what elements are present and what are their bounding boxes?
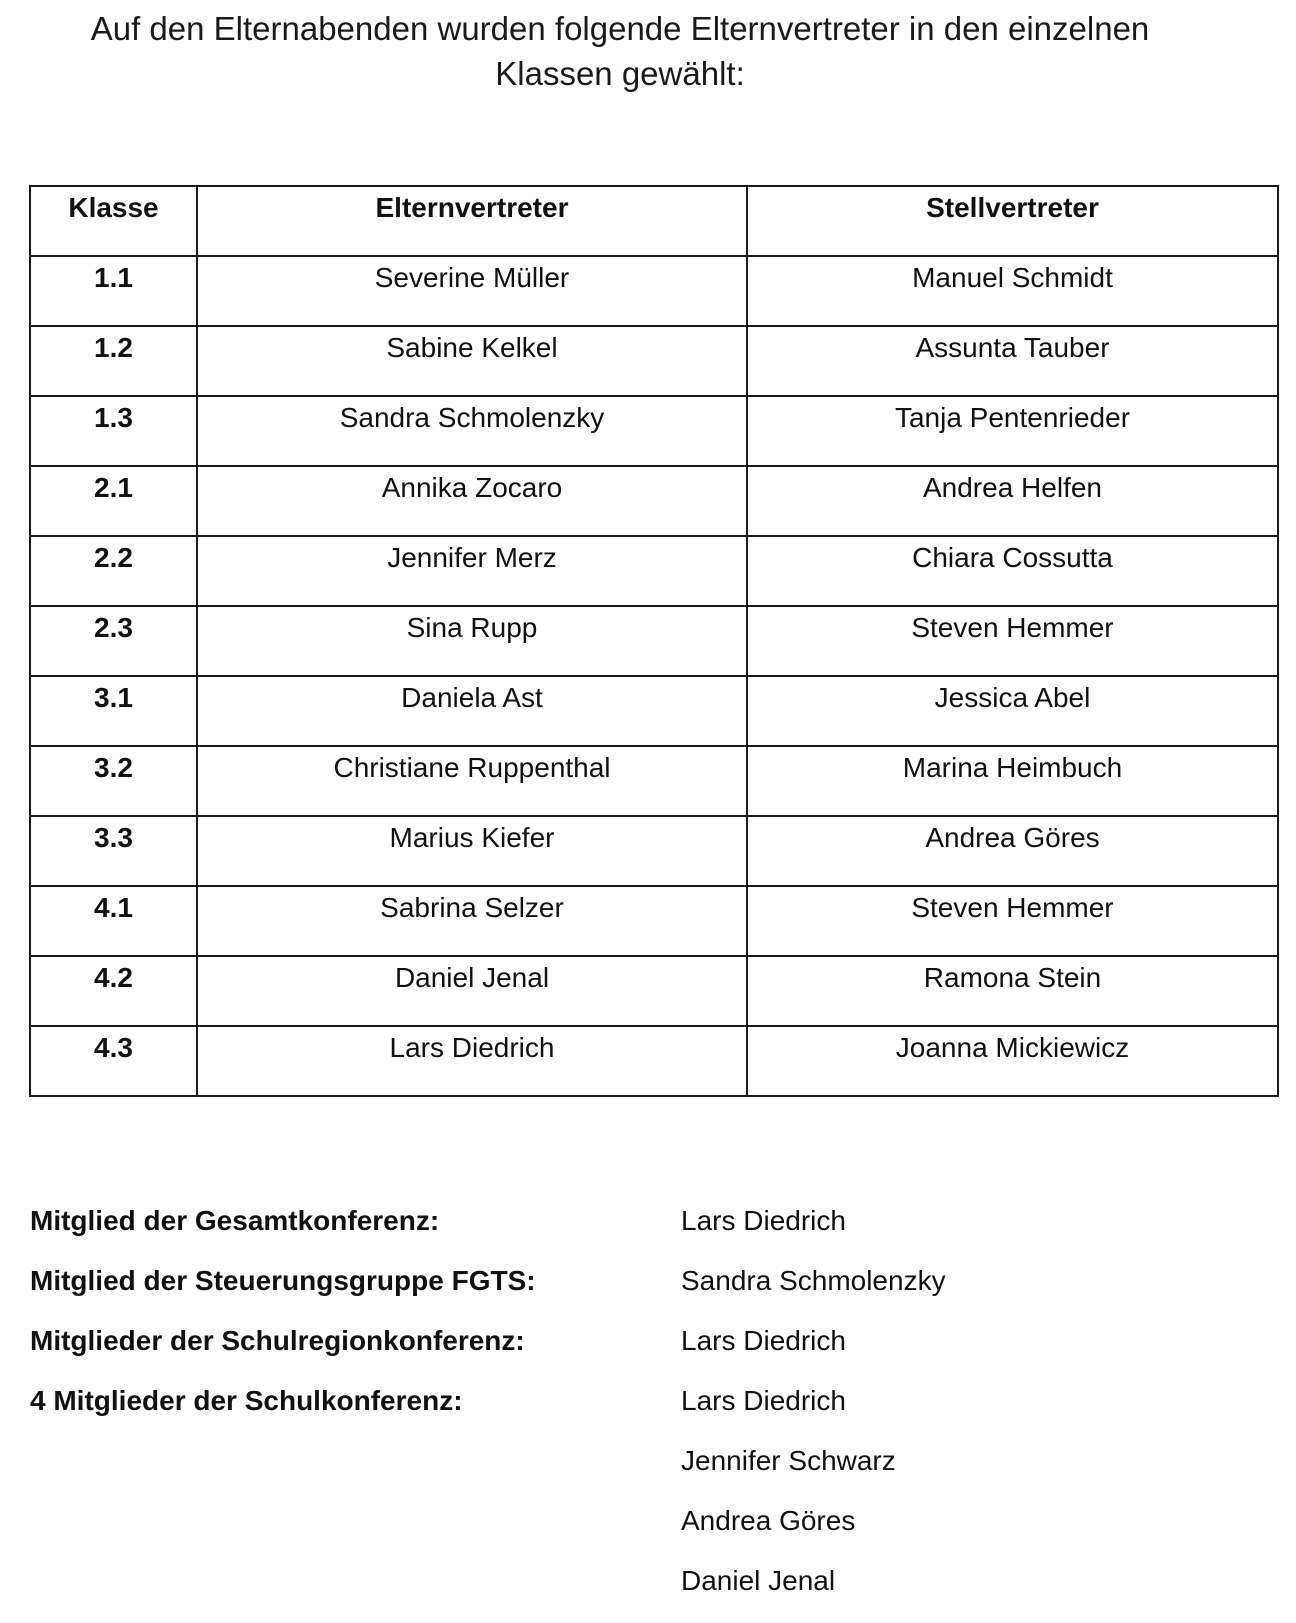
cell-stellvertreter: Marina Heimbuch	[747, 746, 1278, 816]
member-row-schulkonferenz-3	[30, 1503, 1270, 1563]
member-name: Sandra Schmolenzky	[681, 1265, 946, 1296]
cell-stellvertreter: Assunta Tauber	[747, 326, 1278, 396]
table-row	[30, 536, 1278, 606]
member-row-steuerungsgruppe	[30, 1263, 1270, 1323]
cell-elternvertreter: Sabrina Selzer	[197, 886, 747, 956]
header-elternvertreter: Elternvertreter	[197, 186, 747, 256]
member-name: Lars Diedrich	[681, 1385, 846, 1416]
cell-stellvertreter: Steven Hemmer	[747, 606, 1278, 676]
member-label: Mitglieder der Schulregionkonferenz:	[30, 1325, 525, 1356]
representatives-table	[29, 185, 1279, 1097]
cell-stellvertreter: Joanna Mickiewicz	[747, 1026, 1278, 1096]
member-name: Daniel Jenal	[681, 1565, 836, 1596]
table-row	[30, 676, 1278, 746]
table-row	[30, 326, 1278, 396]
cell-elternvertreter: Jennifer Merz	[197, 536, 747, 606]
table-row	[30, 746, 1278, 816]
cell-klasse: 2.2	[30, 536, 197, 606]
cell-elternvertreter: Annika Zocaro	[197, 466, 747, 536]
cell-elternvertreter: Lars Diedrich	[197, 1026, 747, 1096]
table-row	[30, 816, 1278, 886]
cell-elternvertreter: Sina Rupp	[197, 606, 747, 676]
cell-klasse: 4.3	[30, 1026, 197, 1096]
member-name: Lars Diedrich	[681, 1325, 846, 1356]
cell-elternvertreter: Daniel Jenal	[197, 956, 747, 1026]
cell-klasse: 2.1	[30, 466, 197, 536]
table-row	[30, 886, 1278, 956]
cell-klasse: 4.1	[30, 886, 197, 956]
member-name: Andrea Göres	[681, 1505, 856, 1536]
cell-elternvertreter: Sabine Kelkel	[197, 326, 747, 396]
cell-elternvertreter: Christiane Ruppenthal	[197, 746, 747, 816]
member-row-gesamtkonferenz	[30, 1203, 1270, 1263]
member-name: Lars Diedrich	[681, 1205, 846, 1236]
committee-members	[30, 1203, 1270, 1623]
table-row	[30, 606, 1278, 676]
member-row-schulkonferenz-2	[30, 1443, 1270, 1503]
member-row-schulkonferenz	[30, 1383, 1270, 1443]
cell-stellvertreter: Manuel Schmidt	[747, 256, 1278, 326]
member-label: Mitglied der Gesamtkonferenz:	[30, 1205, 440, 1236]
cell-klasse: 3.1	[30, 676, 197, 746]
cell-elternvertreter: Daniela Ast	[197, 676, 747, 746]
member-name: Jennifer Schwarz	[681, 1445, 896, 1476]
cell-stellvertreter: Andrea Helfen	[747, 466, 1278, 536]
cell-klasse: 2.3	[30, 606, 197, 676]
intro-line-1: Auf den Elternabenden wurden folgende Elternvertreter in den einzelnen	[90, 10, 1150, 47]
cell-klasse: 3.2	[30, 746, 197, 816]
intro-text	[20, 6, 1220, 96]
member-label: 4 Mitglieder der Schulkonferenz:	[30, 1385, 463, 1416]
cell-klasse: 1.2	[30, 326, 197, 396]
table-row	[30, 466, 1278, 536]
cell-klasse: 1.1	[30, 256, 197, 326]
cell-stellvertreter: Jessica Abel	[747, 676, 1278, 746]
cell-klasse: 4.2	[30, 956, 197, 1026]
cell-stellvertreter: Tanja Pentenrieder	[747, 396, 1278, 466]
member-row-schulkonferenz-4	[30, 1563, 1270, 1623]
cell-klasse: 1.3	[30, 396, 197, 466]
cell-stellvertreter: Andrea Göres	[747, 816, 1278, 886]
table-row	[30, 956, 1278, 1026]
cell-elternvertreter: Severine Müller	[197, 256, 747, 326]
cell-klasse: 3.3	[30, 816, 197, 886]
cell-elternvertreter: Marius Kiefer	[197, 816, 747, 886]
table-row	[30, 396, 1278, 466]
cell-stellvertreter: Steven Hemmer	[747, 886, 1278, 956]
header-klasse: Klasse	[30, 186, 197, 256]
table-row	[30, 1026, 1278, 1096]
header-stellvertreter: Stellvertreter	[747, 186, 1278, 256]
cell-stellvertreter: Chiara Cossutta	[747, 536, 1278, 606]
member-row-schulregionkonferenz	[30, 1323, 1270, 1383]
intro-line-2: Klassen gewählt:	[495, 55, 745, 92]
table-header-row	[30, 186, 1278, 256]
table-row	[30, 256, 1278, 326]
cell-stellvertreter: Ramona Stein	[747, 956, 1278, 1026]
member-label: Mitglied der Steuerungsgruppe FGTS:	[30, 1265, 536, 1296]
cell-elternvertreter: Sandra Schmolenzky	[197, 396, 747, 466]
